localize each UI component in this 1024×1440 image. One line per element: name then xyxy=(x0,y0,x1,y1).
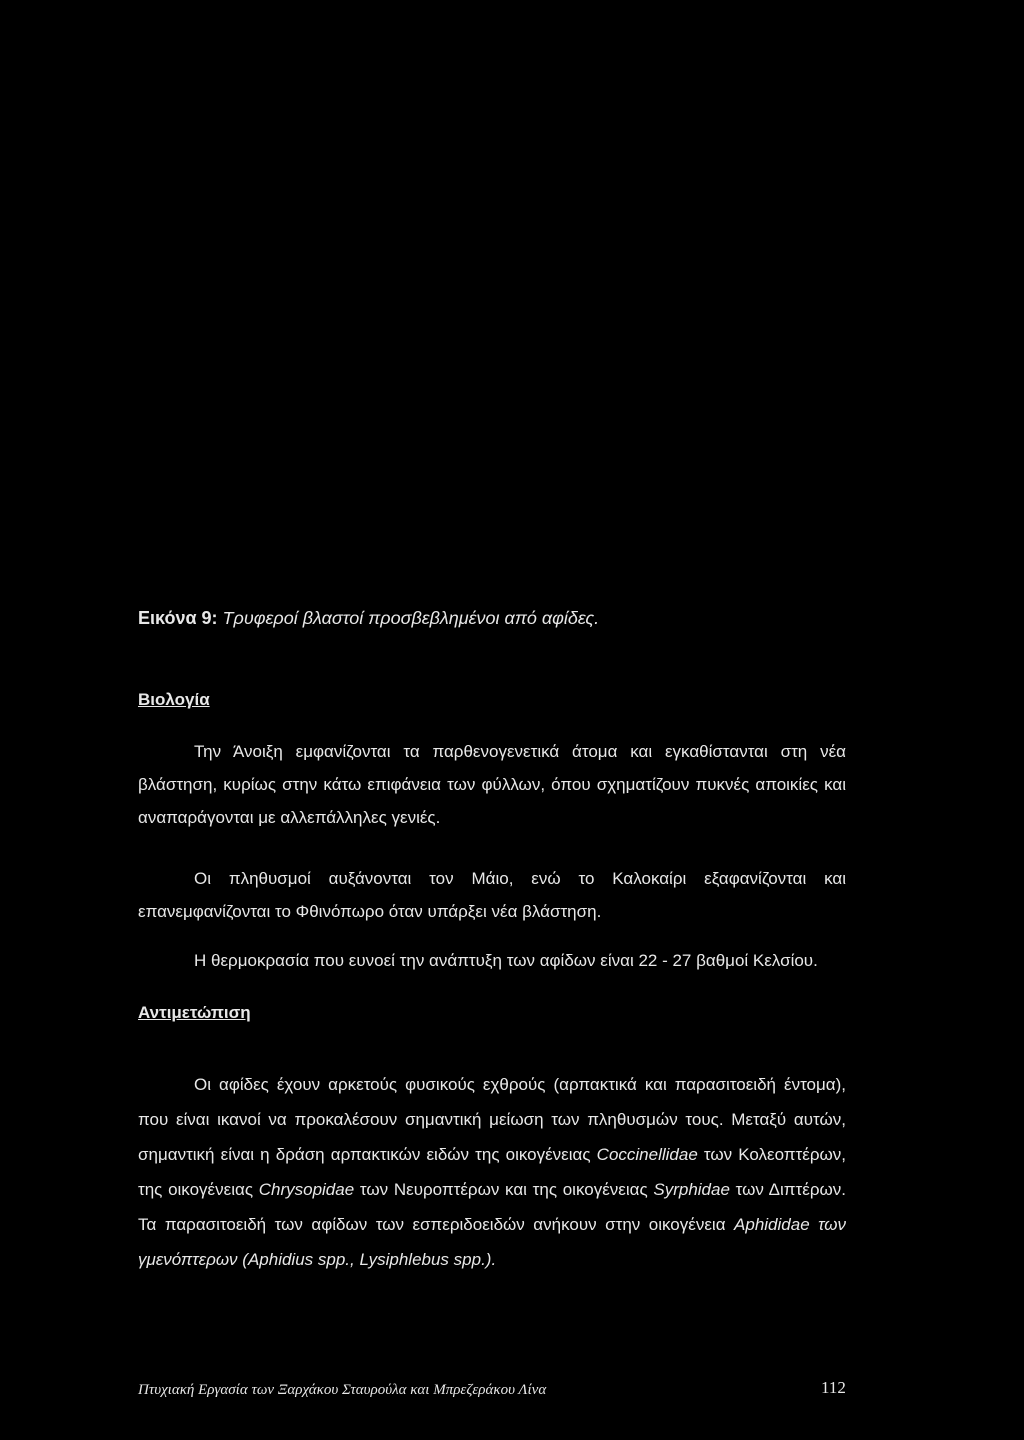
biology-heading: Βιολογία xyxy=(138,690,210,709)
page-number: 112 xyxy=(821,1378,846,1397)
figure-caption xyxy=(138,608,599,629)
biology-paragraph-2 xyxy=(138,862,846,928)
term-aphididae: Aphididae των γμενόπτερων (Aphidius spp., Lysiphlebus spp.). xyxy=(138,1215,847,1269)
caption-label: Εικόνα 9: xyxy=(138,608,218,628)
term-syrphidae: Syrphidae xyxy=(653,1180,730,1199)
treatment-heading: Αντιμετώπιση xyxy=(138,1003,251,1022)
biology-paragraph-1-text: Την Άνοιξη εμφανίζονται τα παρθενογενετικά άτομα και εγκαθίστανται στη νέα βλάστηση, κυρίως στην κάτω επιφάνεια των φύλλων, όπου σχηματίζουν πυκνές αποικίες και αναπαράγονται με αλλεπάλληλες γενιές. xyxy=(138,742,846,827)
treatment-text-4: των Διπτέρων. Τα παρασιτοειδή των αφίδων των εσπεριδοειδών ανήκουν στην οικογένεια xyxy=(138,1180,846,1234)
biology-paragraph-3 xyxy=(138,944,846,977)
biology-paragraph-2-text: Οι πληθυσμοί αυξάνονται τον Μάιο, ενώ το Καλοκαίρι εξαφανίζονται και επανεμφανίζονται το Φθινόπωρο όταν υπάρξει νέα βλάστηση. xyxy=(138,869,846,921)
aphid-photo xyxy=(0,0,1024,590)
treatment-paragraph xyxy=(138,1067,846,1277)
treatment-text-3: των Νευροπτέρων και της οικογένειας xyxy=(354,1180,654,1199)
page-footer: Πτυχιακή Εργασία των Ξαρχάκου Σταυρούλα και Μπρεζεράκου Λίνα xyxy=(138,1382,547,1398)
treatment-text-1: Οι αφίδες έχουν αρκετούς φυσικούς εχθρούς (αρπακτικά και παρασιτοειδή έντομα), που είναι ικανοί να προκαλέσουν σημαντική μείωση των πληθυσμών τους. Μεταξύ αυτών, σημαντική είναι η δράση αρπακτικών ειδών της οικογένειας xyxy=(138,1075,846,1164)
term-coccinellidae: Coccinellidae xyxy=(596,1145,698,1164)
biology-paragraph-1 xyxy=(138,735,846,834)
treatment-text-2: των Κολεοπτέρων, της οικογένειας xyxy=(138,1145,846,1199)
term-chrysopidae: Chrysopidae xyxy=(258,1180,355,1199)
caption-title: Τρυφεροί βλαστοί προσβεβλημένοι από αφίδες. xyxy=(222,608,600,628)
biology-paragraph-3-text: Η θερμοκρασία που ευνοεί την ανάπτυξη των αφίδων είναι 22 - 27 βαθμοί Κελσίου. xyxy=(194,951,818,970)
